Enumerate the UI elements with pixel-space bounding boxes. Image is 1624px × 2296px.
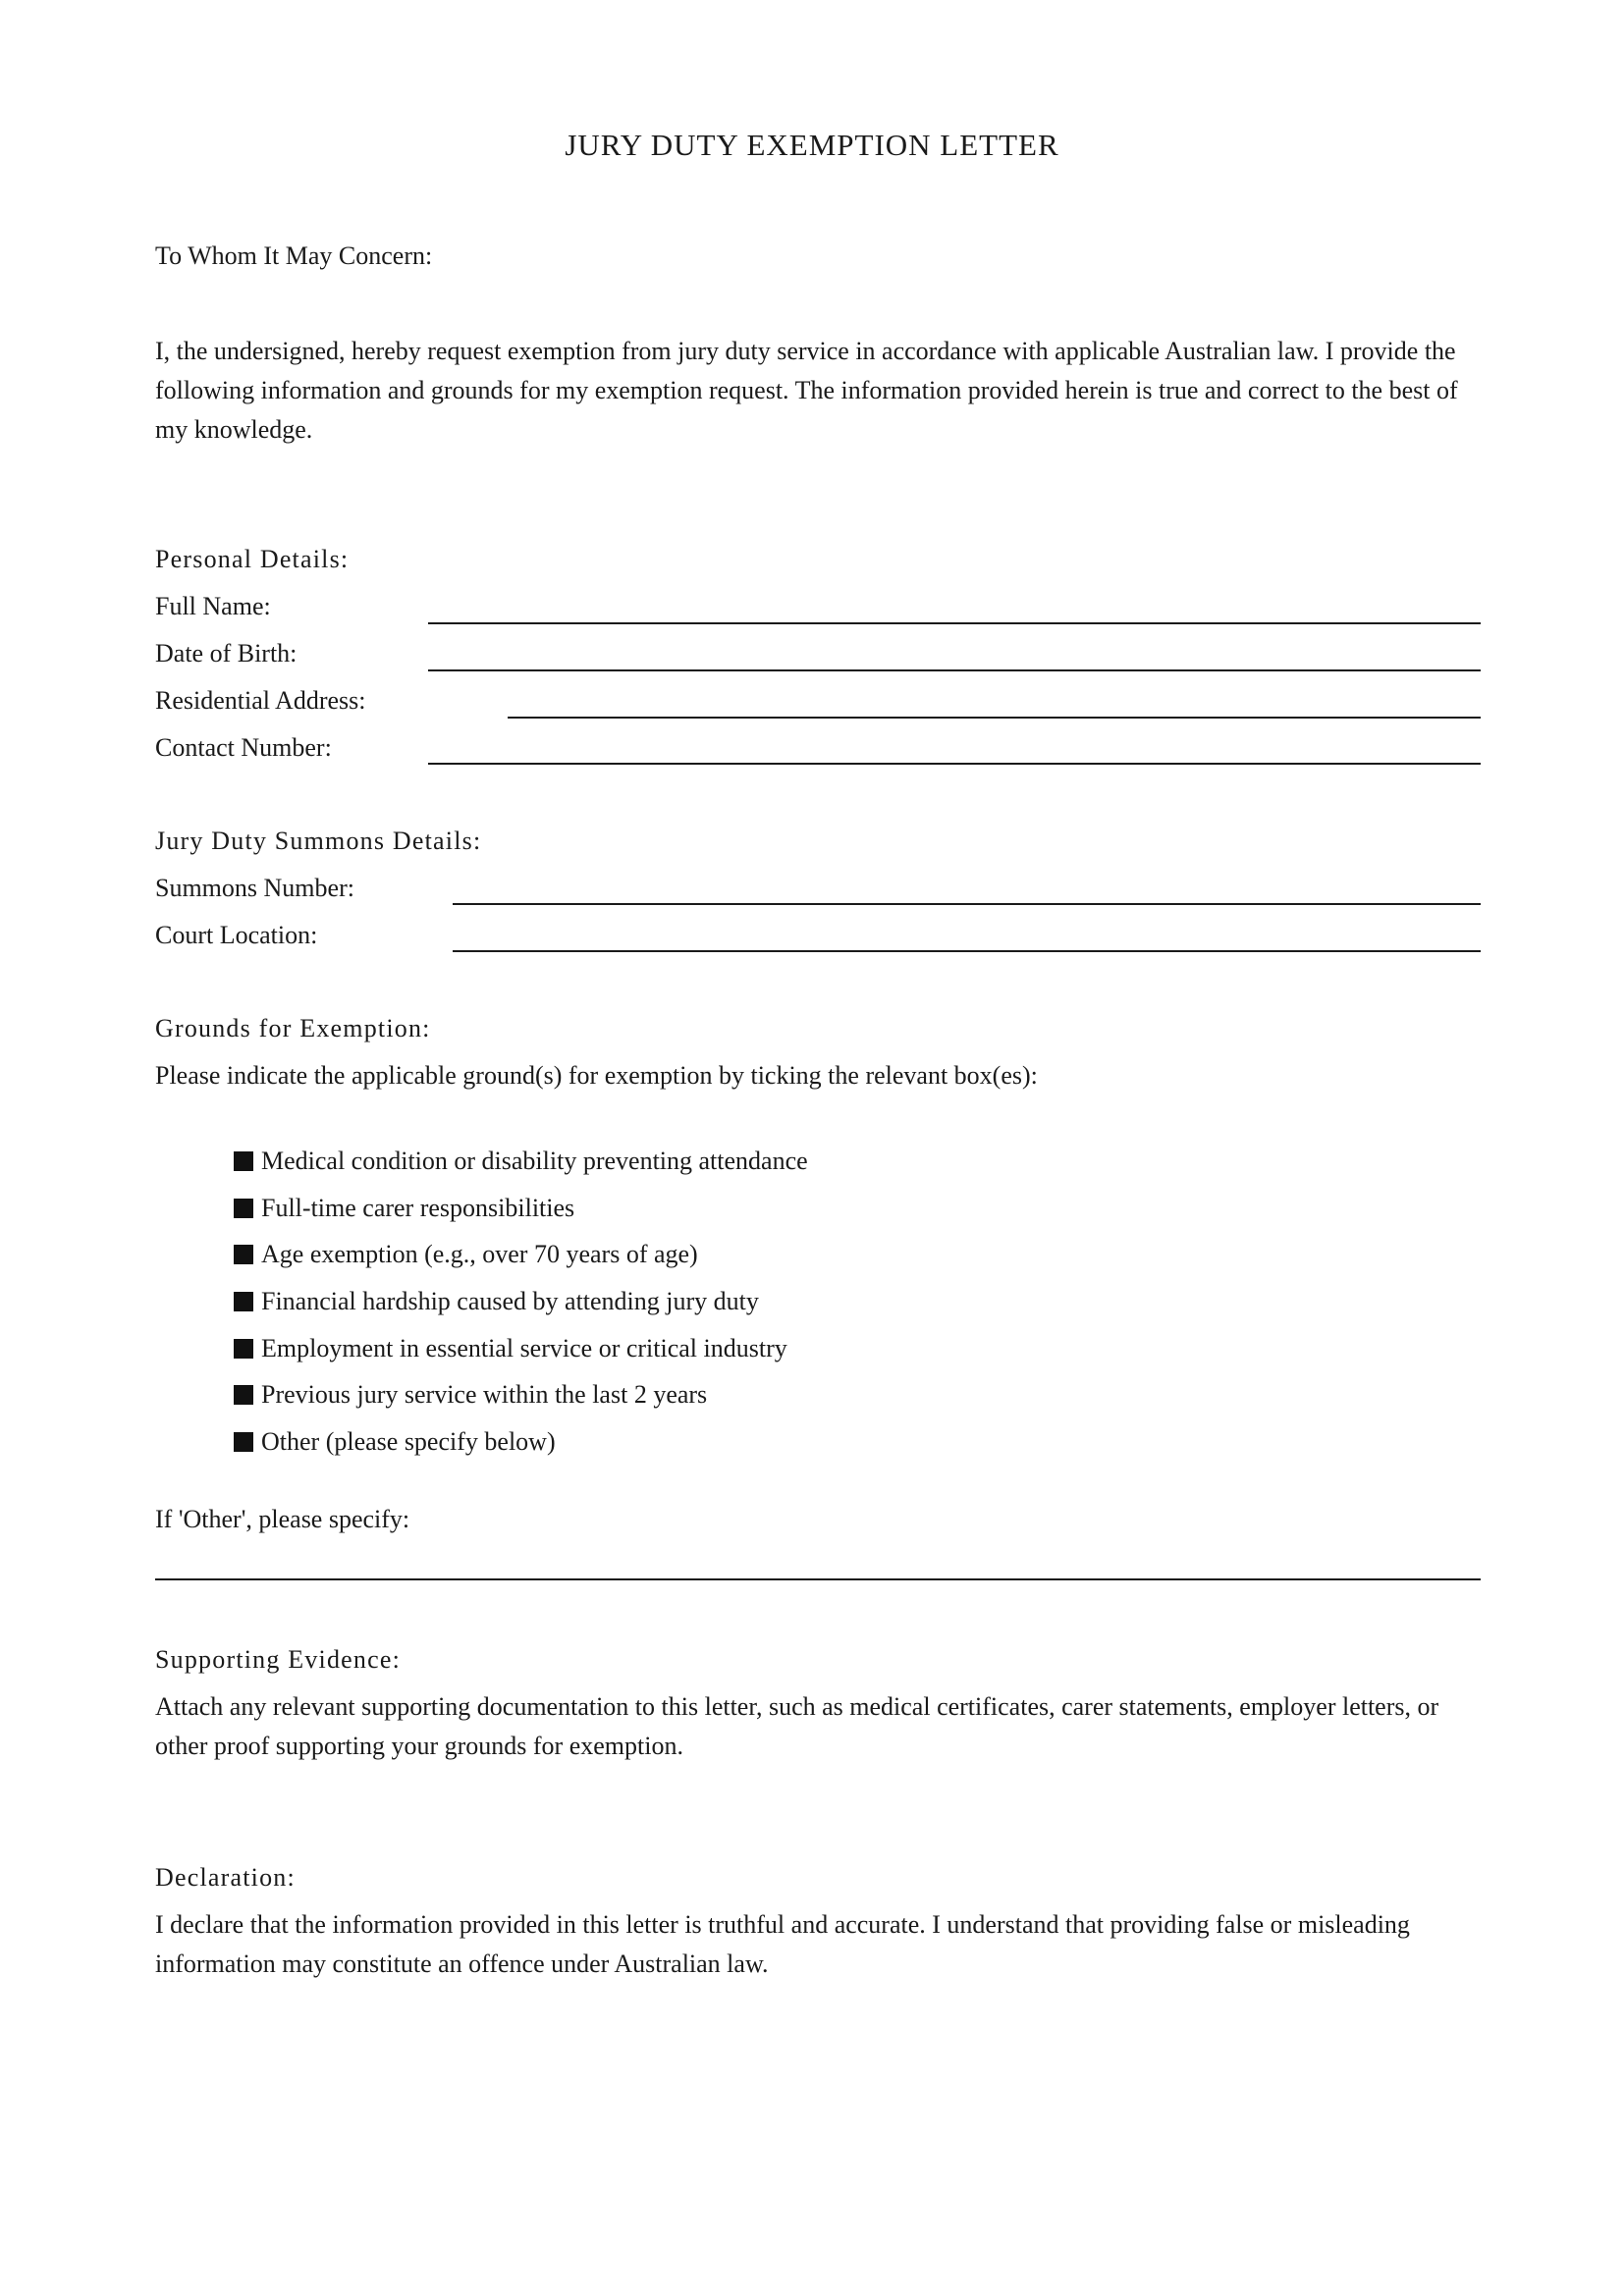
checkbox[interactable] — [234, 1151, 253, 1171]
grounds-heading: Grounds for Exemption: — [155, 1014, 431, 1042]
checkbox[interactable] — [234, 1245, 253, 1264]
ground-item-label: Previous jury service within the last 2 years — [261, 1380, 708, 1409]
court-location-label: Court Location: — [155, 921, 318, 949]
checkbox[interactable] — [234, 1199, 253, 1218]
full-name-label: Full Name: — [155, 592, 271, 620]
summons-number-label: Summons Number: — [155, 874, 354, 902]
ground-item-label: Age exemption (e.g., over 70 years of age) — [261, 1240, 698, 1268]
dob-label: Date of Birth: — [155, 639, 298, 667]
declaration-heading: Declaration: — [155, 1863, 296, 1892]
evidence-paragraph: Attach any relevant supporting documentation to this letter, such as medical certificates, carer statements, employer letters, or other proof supporting your grounds for exemption. — [155, 1692, 1439, 1760]
personal-details-heading: Personal Details: — [155, 545, 350, 573]
ground-item-other[interactable] — [234, 1422, 556, 1462]
other-specify-label: If 'Other', please specify: — [155, 1505, 410, 1533]
ground-item-label: Other (please specify below) — [261, 1427, 556, 1456]
document-title: JURY DUTY EXEMPTION LETTER — [565, 128, 1059, 162]
ground-item-carer[interactable] — [234, 1189, 574, 1228]
checkbox[interactable] — [234, 1432, 253, 1452]
intro-paragraph: I, the undersigned, hereby request exemption from jury duty service in accordance with applicable Australian law. I provide the following information and grounds for my exemption request. The information provided herein is true and correct to the best of my knowledge. — [155, 337, 1458, 444]
full-name-field[interactable] — [428, 622, 1481, 624]
summons-heading: Jury Duty Summons Details: — [155, 827, 482, 855]
ground-item-previous-service[interactable] — [234, 1375, 707, 1415]
contact-label: Contact Number: — [155, 733, 332, 762]
salutation: To Whom It May Concern: — [155, 241, 433, 270]
contact-field[interactable] — [428, 763, 1481, 765]
ground-item-medical[interactable] — [234, 1142, 808, 1181]
court-location-field[interactable] — [453, 950, 1481, 952]
checkbox[interactable] — [234, 1385, 253, 1405]
summons-number-field[interactable] — [453, 903, 1481, 905]
checkbox[interactable] — [234, 1339, 253, 1359]
evidence-heading: Supporting Evidence: — [155, 1645, 402, 1674]
ground-item-label: Employment in essential service or critical industry — [261, 1334, 787, 1362]
ground-item-financial[interactable] — [234, 1282, 759, 1321]
ground-item-label: Financial hardship caused by attending jury duty — [261, 1287, 759, 1315]
dob-field[interactable] — [428, 669, 1481, 671]
declaration-paragraph: I declare that the information provided in this letter is truthful and accurate. I understand that providing false or misleading information may constitute an offence under Australian law. — [155, 1910, 1410, 1978]
ground-item-age[interactable] — [234, 1235, 698, 1274]
address-label: Residential Address: — [155, 686, 366, 715]
ground-item-label: Full-time carer responsibilities — [261, 1194, 575, 1222]
other-specify-field[interactable] — [155, 1578, 1481, 1580]
checkbox[interactable] — [234, 1292, 253, 1311]
address-field[interactable] — [508, 717, 1481, 719]
ground-item-employment[interactable] — [234, 1329, 787, 1368]
grounds-instruction: Please indicate the applicable ground(s) for exemption by ticking the relevant box(es): — [155, 1061, 1038, 1090]
ground-item-label: Medical condition or disability preventing attendance — [261, 1147, 808, 1175]
